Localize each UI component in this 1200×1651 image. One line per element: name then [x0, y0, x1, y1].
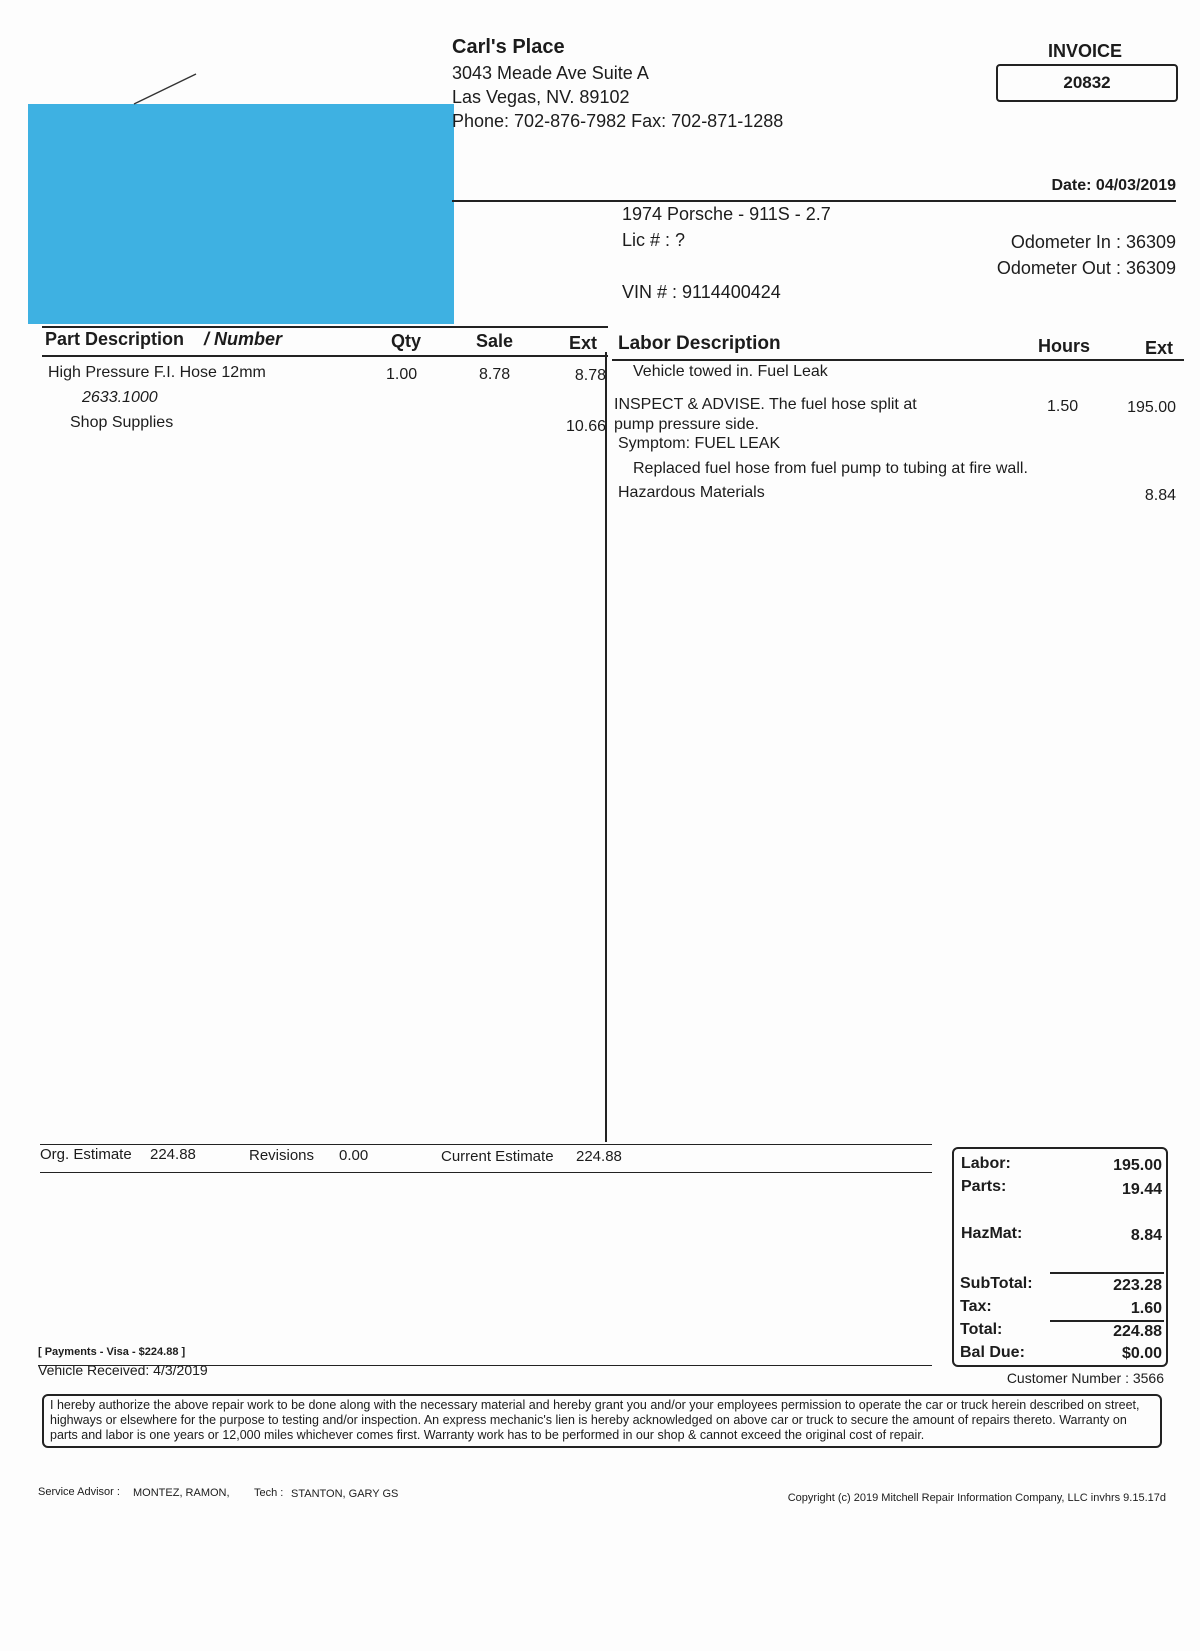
totals-subtotal: 223.28: [1113, 1277, 1162, 1294]
estimate-bottom-line: [40, 1172, 932, 1173]
copyright: Copyright (c) 2019 Mitchell Repair Information Company, LLC invhrs 9.15.17d: [787, 1492, 1166, 1504]
tech-label: Tech :: [254, 1487, 284, 1499]
totals-baldue: $0.00: [1121, 1345, 1162, 1362]
totals-parts: 19.44: [1121, 1181, 1162, 1198]
header-underline-labor: [612, 359, 1184, 361]
labor-header-description: Labor Description: [618, 333, 781, 354]
payments-divider: [38, 1365, 932, 1366]
totals-tax: 1.60: [1130, 1300, 1162, 1317]
service-advisor: MONTEZ, RAMON,: [133, 1487, 230, 1499]
estimate-top-line: [40, 1144, 932, 1145]
labor-line-3: pump pressure side.: [614, 416, 759, 433]
labor-header-hours: Hours: [1038, 336, 1091, 356]
invoice-label: INVOICE: [1048, 41, 1123, 61]
redacted-customer-block: [28, 104, 454, 324]
current-estimate-label: Current Estimate: [441, 1148, 554, 1165]
invoice-number: 20832: [1063, 73, 1111, 92]
labor-header-ext: Ext: [1145, 338, 1174, 358]
shop-address-line1: 3043 Meade Ave Suite A: [452, 63, 649, 83]
totals-total: 224.88: [1113, 1323, 1162, 1340]
parts-header-qty: Qty: [391, 331, 422, 351]
labor-line-2: INSPECT & ADVISE. The fuel hose split at: [614, 396, 917, 413]
part-sale: 8.78: [479, 366, 511, 383]
revisions-label: Revisions: [249, 1147, 315, 1164]
tech-name: STANTON, GARY GS: [291, 1488, 399, 1500]
revisions-value: 0.00: [339, 1147, 369, 1164]
shop-address-line2: Las Vegas, NV. 89102: [452, 87, 630, 107]
totals-hazmat-label: HazMat:: [961, 1225, 1023, 1242]
totals-tax-label: Tax:: [960, 1298, 992, 1315]
shop-phone-fax: Phone: 702-876-7982 Fax: 702-871-1288: [452, 111, 784, 131]
odometer-out: Odometer Out : 36309: [996, 258, 1176, 278]
current-estimate-value: 224.88: [576, 1148, 622, 1165]
header-divider: [452, 200, 1176, 202]
part-ext: 8.78: [574, 367, 606, 384]
part-number: 2633.1000: [82, 389, 158, 406]
vehicle-vin: VIN # : 9114400424: [622, 282, 781, 302]
authorization-terms: I hereby authorize the above repair work to be done along with the necessary material and hereby grant you and/or your employees permission to operate the car or truck herein described on street, highways or elsewhere for the purpose to testing and/or inspection. An express mechanic's lien is hereby acknowledged on above car or truck to secure the amount of repairs thereto. Warranty on parts and labor is one years or 12,000 miles whichever comes first. Warranty work has to be performed in our shop & cannot exceed the original cost of repair.: [42, 1394, 1162, 1448]
org-estimate-label: Org. Estimate: [40, 1146, 132, 1163]
parts-header-ext: Ext: [569, 333, 598, 353]
odometer-in: Odometer In : 36309: [1010, 232, 1176, 252]
total-line: [1050, 1320, 1164, 1322]
table-top-line: [42, 326, 608, 328]
vehicle-description: 1974 Porsche - 911S - 2.7: [622, 204, 831, 224]
totals-hazmat: 8.84: [1130, 1227, 1162, 1244]
payments-note: [ Payments - Visa - $224.88 ]: [38, 1346, 186, 1358]
org-estimate-value: 224.88: [150, 1146, 196, 1163]
labor-ext: 195.00: [1127, 399, 1176, 416]
labor-line-6: Hazardous Materials: [618, 484, 765, 501]
vehicle-lic: Lic # : ?: [622, 230, 686, 250]
labor-line-1: Vehicle towed in. Fuel Leak: [633, 363, 828, 380]
vehicle-received: Vehicle Received: 4/3/2019: [38, 1362, 208, 1378]
totals-subtotal-label: SubTotal:: [960, 1275, 1033, 1292]
column-divider: [605, 352, 607, 1142]
totals-labor: 195.00: [1113, 1157, 1162, 1174]
totals-baldue-label: Bal Due:: [960, 1344, 1025, 1361]
header-underline-parts: [42, 355, 608, 357]
invoice-date: Date: 04/03/2019: [1051, 177, 1176, 194]
customer-number: Customer Number : 3566: [1006, 1370, 1164, 1386]
parts-header-number: / Number: [204, 329, 283, 349]
shop-supplies: Shop Supplies: [70, 414, 174, 431]
labor-line-5: Replaced fuel hose from fuel pump to tubing at fire wall.: [633, 460, 1028, 477]
invoice-number-box: [996, 64, 1178, 102]
totals-total-label: Total:: [960, 1321, 1003, 1338]
labor-line-4: Symptom: FUEL LEAK: [618, 435, 781, 452]
service-advisor-label: Service Advisor :: [38, 1486, 120, 1498]
labor-hours: 1.50: [1047, 398, 1079, 415]
totals-parts-label: Parts:: [961, 1178, 1007, 1195]
shop-name: Carl's Place: [452, 36, 565, 58]
parts-header-description: Part Description: [45, 329, 185, 349]
parts-header-sale: Sale: [476, 331, 514, 351]
part-description: High Pressure F.I. Hose 12mm: [48, 364, 266, 381]
part-qty: 1.00: [386, 366, 418, 383]
subtotal-line: [1050, 1272, 1164, 1274]
totals-box: [952, 1147, 1168, 1367]
pen-mark: [130, 70, 200, 110]
totals-labor-label: Labor:: [961, 1155, 1011, 1172]
shop-supplies-ext: 10.66: [565, 418, 606, 435]
hazmat-ext: 8.84: [1144, 487, 1176, 504]
